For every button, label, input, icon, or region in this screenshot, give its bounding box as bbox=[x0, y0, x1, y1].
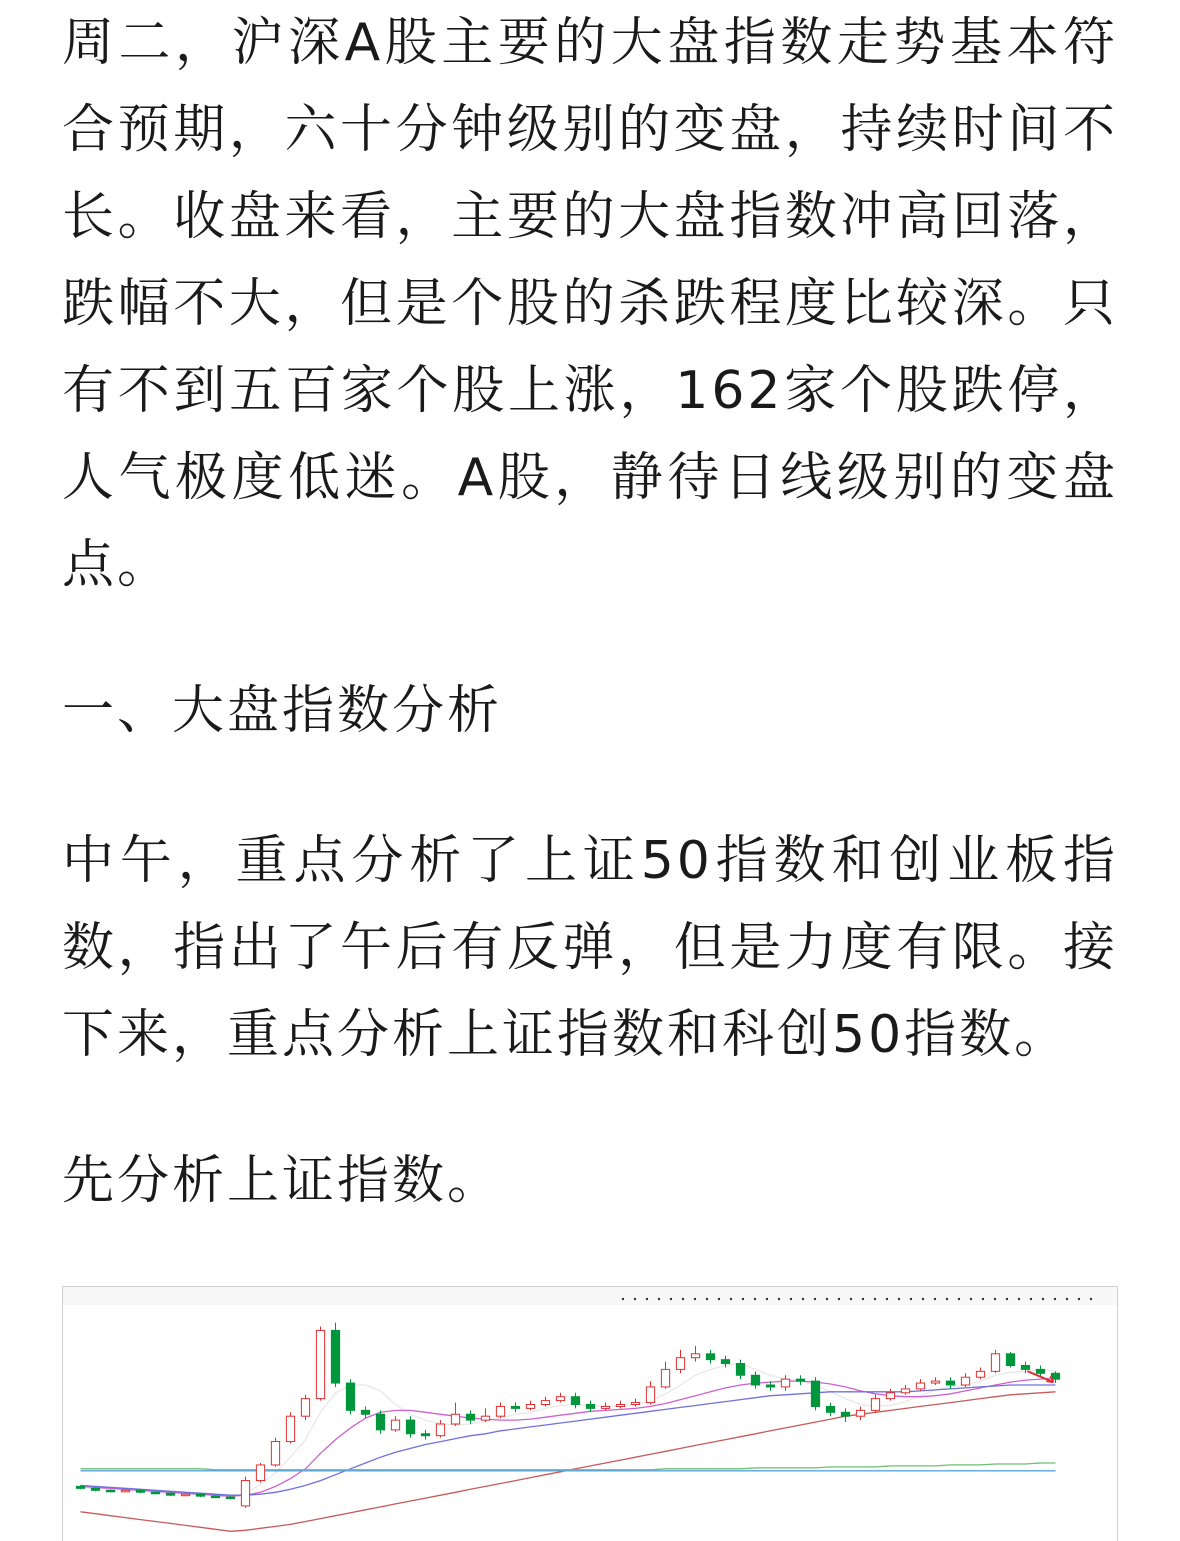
candle-down-body bbox=[211, 1496, 219, 1498]
candle bbox=[961, 1373, 969, 1387]
candle bbox=[601, 1403, 609, 1411]
candle bbox=[271, 1438, 279, 1467]
article-paragraph-analysis: 中午，重点分析了上证50指数和创业板指数，指出了午后有反弹，但是力度有限。接下来，重点分析上证指数和科创50指数。 bbox=[62, 831, 1118, 1065]
candle-down-body bbox=[376, 1414, 384, 1430]
candle bbox=[916, 1379, 924, 1391]
chart-header-dot bbox=[850, 1298, 852, 1300]
candle-up-body bbox=[601, 1406, 609, 1408]
candle-down-body bbox=[361, 1410, 369, 1414]
candle bbox=[856, 1406, 864, 1420]
candle-down-body bbox=[811, 1381, 819, 1406]
candle bbox=[451, 1403, 459, 1426]
chart-header-dot bbox=[682, 1298, 684, 1300]
ma-line-ma5 bbox=[81, 1364, 1056, 1498]
candle-down-body bbox=[586, 1405, 594, 1409]
candle-down-body bbox=[721, 1360, 729, 1364]
candle-up-body bbox=[646, 1387, 654, 1403]
candle-down-body bbox=[76, 1486, 84, 1488]
candle-up-body bbox=[901, 1389, 909, 1393]
candle bbox=[736, 1360, 744, 1380]
candle bbox=[286, 1412, 294, 1443]
chart-header-dot bbox=[1042, 1298, 1044, 1300]
candle-up-body bbox=[886, 1393, 894, 1399]
candle-up-body bbox=[481, 1416, 489, 1420]
candle-down-body bbox=[91, 1488, 99, 1490]
candle-up-body bbox=[451, 1414, 459, 1424]
candle bbox=[91, 1487, 99, 1491]
chart-header-dot bbox=[634, 1298, 636, 1300]
chart-header-dot bbox=[934, 1298, 936, 1300]
candle-up-body bbox=[976, 1371, 984, 1377]
chart-header-dot bbox=[670, 1298, 672, 1300]
candle bbox=[391, 1416, 399, 1432]
candle bbox=[76, 1485, 84, 1489]
chart-header-dot bbox=[730, 1298, 732, 1300]
candle bbox=[706, 1350, 714, 1364]
candle bbox=[421, 1430, 429, 1440]
candle-up-body bbox=[556, 1397, 564, 1401]
chart-header-dot bbox=[970, 1298, 972, 1300]
ma-line-ma10 bbox=[81, 1378, 1056, 1496]
chart-header-dot bbox=[1006, 1298, 1008, 1300]
candle-up-body bbox=[286, 1416, 294, 1441]
chart-header-dot bbox=[958, 1298, 960, 1300]
chart-header-dot bbox=[766, 1298, 768, 1300]
candle-down-body bbox=[1006, 1354, 1014, 1366]
chart-header-dot bbox=[982, 1298, 984, 1300]
candle-up-body bbox=[931, 1381, 939, 1383]
candle bbox=[646, 1381, 654, 1404]
candle-down-body bbox=[331, 1330, 339, 1383]
candle-down-body bbox=[346, 1383, 354, 1410]
candle-up-body bbox=[616, 1405, 624, 1407]
candle-up-body bbox=[256, 1465, 264, 1481]
candle-up-body bbox=[271, 1442, 279, 1465]
candle-down-body bbox=[166, 1493, 174, 1495]
chart-header-dot bbox=[706, 1298, 708, 1300]
candle bbox=[406, 1416, 414, 1437]
candle-down-body bbox=[1021, 1366, 1029, 1370]
candle bbox=[886, 1389, 894, 1401]
candle-up-body bbox=[871, 1399, 879, 1411]
candle bbox=[676, 1350, 684, 1373]
stock-chart-image bbox=[62, 1286, 1118, 1541]
candle bbox=[346, 1379, 354, 1414]
chart-header-dot bbox=[922, 1298, 924, 1300]
candle-up-body bbox=[541, 1401, 549, 1405]
candle-down-body bbox=[946, 1381, 954, 1385]
candle bbox=[616, 1401, 624, 1409]
candle-up-body bbox=[181, 1494, 189, 1496]
chart-header-dot bbox=[994, 1298, 996, 1300]
candle-down-body bbox=[796, 1379, 804, 1381]
candle bbox=[301, 1395, 309, 1420]
chart-header-dot bbox=[826, 1298, 828, 1300]
candle-up-body bbox=[121, 1490, 129, 1492]
candle bbox=[511, 1403, 519, 1413]
chart-header-dot bbox=[1030, 1298, 1032, 1300]
candle bbox=[376, 1410, 384, 1433]
candle bbox=[976, 1367, 984, 1379]
candle bbox=[901, 1385, 909, 1395]
candle-up-body bbox=[781, 1379, 789, 1387]
candle bbox=[136, 1489, 144, 1493]
candle-up-body bbox=[856, 1410, 864, 1416]
chart-header-dot bbox=[838, 1298, 840, 1300]
chart-header-dot bbox=[898, 1298, 900, 1300]
candle-up-body bbox=[961, 1377, 969, 1385]
chart-header-dot bbox=[886, 1298, 888, 1300]
candle bbox=[496, 1403, 504, 1419]
candle-up-body bbox=[676, 1358, 684, 1370]
ma-line-ma120 bbox=[81, 1463, 1056, 1470]
candle-down-body bbox=[841, 1412, 849, 1416]
candle bbox=[466, 1410, 474, 1424]
chart-header-dot bbox=[622, 1298, 624, 1300]
candle-down-body bbox=[751, 1375, 759, 1385]
chart-header-dot bbox=[862, 1298, 864, 1300]
chart-header-dot bbox=[910, 1298, 912, 1300]
ma-line-ma60 bbox=[81, 1392, 1056, 1532]
candle bbox=[781, 1375, 789, 1391]
chart-header-dot bbox=[1018, 1298, 1020, 1300]
candle-down-body bbox=[466, 1414, 474, 1420]
chart-header-dot bbox=[1054, 1298, 1056, 1300]
chart-header-dot bbox=[946, 1298, 948, 1300]
candle bbox=[166, 1492, 174, 1496]
chart-header-dot bbox=[1078, 1298, 1080, 1300]
candle bbox=[541, 1397, 549, 1407]
candle bbox=[841, 1408, 849, 1422]
chart-header-dot bbox=[742, 1298, 744, 1300]
ma-line-ma20 bbox=[81, 1385, 1056, 1495]
candle bbox=[661, 1362, 669, 1389]
candle-up-body bbox=[301, 1399, 309, 1417]
candle bbox=[1006, 1352, 1014, 1368]
candle bbox=[331, 1323, 339, 1387]
candle-down-body bbox=[106, 1490, 114, 1492]
article-paragraph-intro: 周二，沪深A股主要的大盘指数走势基本符合预期，六十分钟级别的变盘，持续时间不长。收盘来看，主要的大盘指数冲高回落，跌幅不大，但是个股的杀跌程度比较深。只有不到五百家个股上涨，162家个股跌停，人气极度低迷。A股，静待日线级别的变盘点。 bbox=[62, 13, 1118, 595]
chart-header-bg bbox=[63, 1287, 1117, 1305]
candle bbox=[241, 1477, 249, 1508]
candle-down-body bbox=[706, 1354, 714, 1360]
candle bbox=[256, 1463, 264, 1483]
candle-down-body bbox=[1036, 1369, 1044, 1373]
candle-down-body bbox=[226, 1497, 234, 1499]
chart-header-dot bbox=[1090, 1298, 1092, 1300]
candle-up-body bbox=[661, 1369, 669, 1387]
chart-header-dot bbox=[658, 1298, 660, 1300]
candle-down-body bbox=[196, 1494, 204, 1496]
candle-down-body bbox=[571, 1397, 579, 1405]
candle-down-body bbox=[151, 1492, 159, 1494]
candle-up-body bbox=[496, 1406, 504, 1416]
chart-header-dot bbox=[874, 1298, 876, 1300]
section-heading: 一、大盘指数分析 bbox=[62, 681, 503, 741]
candle bbox=[811, 1377, 819, 1410]
chart-header-dot bbox=[814, 1298, 816, 1300]
chart-header-dot bbox=[754, 1298, 756, 1300]
candle bbox=[526, 1401, 534, 1411]
chart-header-dot bbox=[790, 1298, 792, 1300]
chart-header-dot bbox=[802, 1298, 804, 1300]
candle-down-body bbox=[406, 1420, 414, 1434]
article-paragraph-shanghai: 先分析上证指数。 bbox=[62, 1151, 503, 1211]
candle-down-body bbox=[511, 1406, 519, 1408]
candle bbox=[796, 1375, 804, 1385]
candlestick-chart bbox=[63, 1287, 1117, 1541]
chart-header-dot bbox=[778, 1298, 780, 1300]
candle-up-body bbox=[436, 1424, 444, 1436]
chart-header-dot bbox=[694, 1298, 696, 1300]
candle-down-body bbox=[421, 1434, 429, 1436]
chart-header-dot bbox=[646, 1298, 648, 1300]
candle bbox=[871, 1395, 879, 1413]
candle bbox=[931, 1377, 939, 1385]
candle-down-body bbox=[136, 1490, 144, 1492]
candle-up-body bbox=[391, 1420, 399, 1430]
candle-down-body bbox=[766, 1385, 774, 1387]
candle bbox=[991, 1350, 999, 1373]
candle-up-body bbox=[631, 1403, 639, 1405]
candle-down-body bbox=[736, 1364, 744, 1376]
candle bbox=[556, 1393, 564, 1403]
chart-header-dot bbox=[1066, 1298, 1068, 1300]
candle-up-body bbox=[241, 1481, 249, 1506]
candle bbox=[571, 1393, 579, 1409]
chart-header-dot bbox=[718, 1298, 720, 1300]
candle bbox=[316, 1327, 324, 1401]
candle-up-body bbox=[526, 1405, 534, 1409]
candle-up-body bbox=[991, 1354, 999, 1372]
candle bbox=[196, 1493, 204, 1497]
candle bbox=[691, 1346, 699, 1362]
candle-up-body bbox=[691, 1354, 699, 1358]
candle bbox=[481, 1408, 489, 1422]
candle-up-body bbox=[916, 1383, 924, 1389]
candle-up-body bbox=[316, 1330, 324, 1398]
candle-down-body bbox=[826, 1406, 834, 1412]
candle bbox=[751, 1371, 759, 1389]
candle bbox=[826, 1403, 834, 1417]
